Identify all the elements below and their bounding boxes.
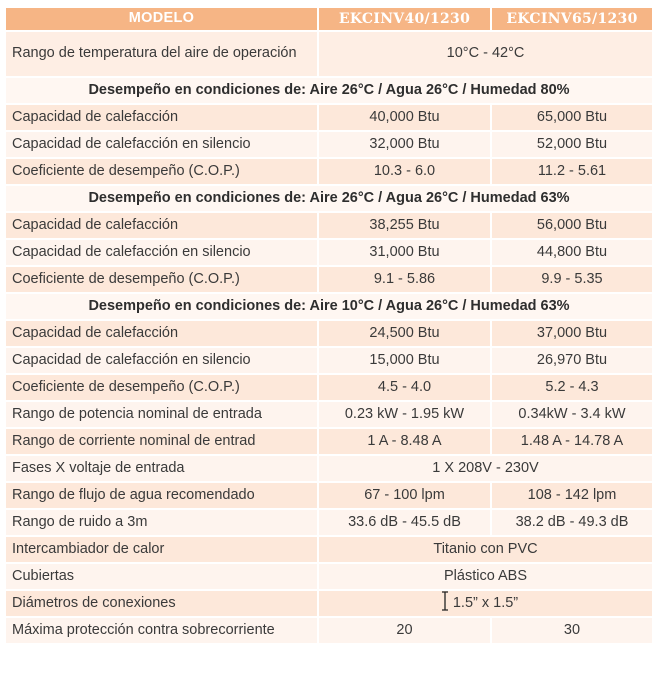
- row-label: Fases X voltaje de entrada: [5, 455, 318, 482]
- row-value-2: 38.2 dB - 49.3 dB: [491, 509, 653, 536]
- row-label: Rango de potencia nominal de entrada: [5, 401, 318, 428]
- section-title: Desempeño en condiciones de: Aire 26°C / Agua 26°C / Humedad 63%: [5, 185, 653, 212]
- row-value-2: 11.2 - 5.61: [491, 158, 653, 185]
- row-label: Rango de corriente nominal de entrad: [5, 428, 318, 455]
- spec-table: [4, 6, 654, 645]
- row-label: Diámetros de conexiones: [5, 590, 318, 617]
- row-value-1: 40,000 Btu: [318, 104, 491, 131]
- table-row: [5, 266, 653, 293]
- row-value: Plástico ABS: [318, 563, 653, 590]
- row-value-2: 0.34kW - 3.4 kW: [491, 401, 653, 428]
- table-row: [5, 158, 653, 185]
- model-1-header: EKCINV40/1230: [318, 7, 491, 31]
- row-value-2: 108 - 142 lpm: [491, 482, 653, 509]
- table-row: [5, 401, 653, 428]
- row-value-1: 24,500 Btu: [318, 320, 491, 347]
- row-label: Coeficiente de desempeño (C.O.P.): [5, 266, 318, 293]
- row-value-2: 44,800 Btu: [491, 239, 653, 266]
- row-label: Capacidad de calefacción en silencio: [5, 239, 318, 266]
- row-label: Rango de ruido a 3m: [5, 509, 318, 536]
- table-row: [5, 428, 653, 455]
- row-value-1: 32,000 Btu: [318, 131, 491, 158]
- row-value-2: 65,000 Btu: [491, 104, 653, 131]
- row-value-1: 10.3 - 6.0: [318, 158, 491, 185]
- row-value-2: 26,970 Btu: [491, 347, 653, 374]
- table-row: [5, 131, 653, 158]
- table-row: [5, 509, 653, 536]
- row-value-1: 15,000 Btu: [318, 347, 491, 374]
- model-header: MODELO: [5, 7, 318, 31]
- row-label: Capacidad de calefacción: [5, 320, 318, 347]
- row-label: Cubiertas: [5, 563, 318, 590]
- row-value-2: 56,000 Btu: [491, 212, 653, 239]
- row-value-1: 33.6 dB - 45.5 dB: [318, 509, 491, 536]
- row-label: Coeficiente de desempeño (C.O.P.): [5, 374, 318, 401]
- table-row: [5, 239, 653, 266]
- row-label: Capacidad de calefacción: [5, 104, 318, 131]
- row-value-2: 52,000 Btu: [491, 131, 653, 158]
- row-value-1: 38,255 Btu: [318, 212, 491, 239]
- row-value-1: 9.1 - 5.86: [318, 266, 491, 293]
- row-value-2: 30: [491, 617, 653, 644]
- text-cursor-icon: [441, 591, 449, 611]
- row-value-1: 4.5 - 4.0: [318, 374, 491, 401]
- table-row: [5, 536, 653, 563]
- row-value-2: 1.48 A - 14.78 A: [491, 428, 653, 455]
- row-value-1: 31,000 Btu: [318, 239, 491, 266]
- table-row: [5, 347, 653, 374]
- row-value: 1.5” x 1.5”: [318, 590, 653, 617]
- row-value-1: 1 A - 8.48 A: [318, 428, 491, 455]
- header-row: [5, 7, 653, 31]
- row-label: Coeficiente de desempeño (C.O.P.): [5, 158, 318, 185]
- table-row: [5, 320, 653, 347]
- table-row: [5, 617, 653, 644]
- row-label: Máxima protección contra sobrecorriente: [5, 617, 318, 644]
- table-row: [5, 374, 653, 401]
- row-value-1: 20: [318, 617, 491, 644]
- row-value-2: 5.2 - 4.3: [491, 374, 653, 401]
- table-row: [5, 590, 653, 617]
- table-row: [5, 104, 653, 131]
- row-label: Rango de temperatura del aire de operación: [5, 31, 318, 77]
- row-label: Capacidad de calefacción en silencio: [5, 131, 318, 158]
- table-row: [5, 482, 653, 509]
- section-row: [5, 77, 653, 104]
- section-title: Desempeño en condiciones de: Aire 10°C / Agua 26°C / Humedad 63%: [5, 293, 653, 320]
- table-row: [5, 563, 653, 590]
- section-title: Desempeño en condiciones de: Aire 26°C / Agua 26°C / Humedad 80%: [5, 77, 653, 104]
- section-row: [5, 185, 653, 212]
- row-label: Intercambiador de calor: [5, 536, 318, 563]
- table-row: [5, 455, 653, 482]
- row-value-2: 37,000 Btu: [491, 320, 653, 347]
- model-2-header: EKCINV65/1230: [491, 7, 653, 31]
- row-label: Capacidad de calefacción en silencio: [5, 347, 318, 374]
- row-value: 1 X 208V - 230V: [318, 455, 653, 482]
- table-row: [5, 212, 653, 239]
- row-label: Capacidad de calefacción: [5, 212, 318, 239]
- row-value: 10°C - 42°C: [318, 31, 653, 77]
- row-value: Titanio con PVC: [318, 536, 653, 563]
- row-value-1: 67 - 100 lpm: [318, 482, 491, 509]
- row-value-2: 9.9 - 5.35: [491, 266, 653, 293]
- table-row: [5, 31, 653, 77]
- row-value-1: 0.23 kW - 1.95 kW: [318, 401, 491, 428]
- section-row: [5, 293, 653, 320]
- row-label: Rango de flujo de agua recomendado: [5, 482, 318, 509]
